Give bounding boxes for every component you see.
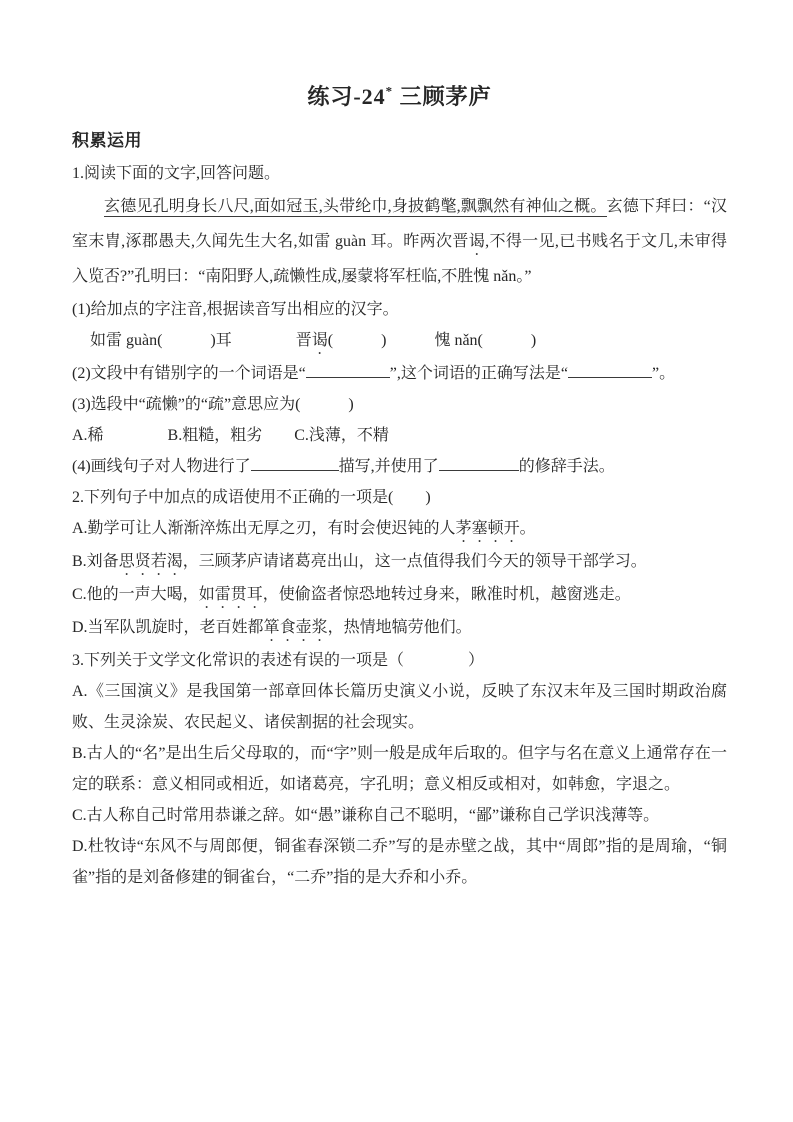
- q1-sub3-options: A.稀 B.粗糙，粗劣 C.浅薄，不精: [72, 427, 389, 444]
- q2-option-d: [72, 612, 727, 645]
- passage-text: 玄德下拜曰：“汉室末胄,涿郡愚夫,久闻先生大名,如雷 guàn 耳。昨两次晋: [72, 198, 727, 250]
- q2-option-c-end: ，使偷盗者惊恐地转过身来，瞅准时机，越窗逃走。: [262, 586, 631, 603]
- title-suffix: 三顾茅庐: [393, 84, 492, 109]
- answer-blank: [439, 456, 519, 471]
- pinyin-item-guan: 如雷 guàn( )耳 晋: [90, 332, 312, 349]
- q2-option-a-end: 。: [519, 520, 536, 537]
- q1-sub1-items: [72, 325, 727, 358]
- q3-option-a: A.《三国演义》是我国第一部章回体长篇历史演义小说，反映了东汉末年及三国时期政治腐败、生灵涂炭、农民起义、诸侯割据的社会现实。: [72, 683, 727, 731]
- q1-sub3-label: (3)选段中“疏懒”的“疏”意思应为( ): [72, 396, 354, 413]
- passage-text-end: ,不得一见,已书贱名于文几,未审得入览否?”孔明曰：“南阳野人,疏懒性成,屡蒙将军枉临,不胜愧 nǎn。”: [72, 233, 727, 285]
- q2-option-b-end: ，三顾茅庐请诸葛亮出山，这一点值得我们今天的领导干部学习。: [182, 553, 647, 570]
- pinyin-item-nan: ( ) 愧 nǎn( ): [327, 332, 537, 349]
- q3-option-d: D.杜牧诗“东风不与周郎便，铜雀春深锁二乔”写的是赤壁之战，其中“周郎”指的是周瑜，“铜雀”指的是刘备修建的铜雀台，“二乔”指的是大乔和小乔。: [72, 838, 727, 886]
- q2-option-c: [72, 579, 727, 612]
- q1-sub4-text1: (4)画线句子对人物进行了: [72, 458, 251, 475]
- q1-sub4-text2: 描写,并使用了: [338, 458, 439, 475]
- page-title: [72, 82, 727, 112]
- q2-option-d-text: D.当军队凯旋时，老百姓都: [72, 619, 264, 636]
- section-header: 积累运用: [72, 131, 142, 150]
- q3-option-c: C.古人称自己时常用恭谦之辞。如“愚”谦称自己不聪明，“鄙”谦称自己学识浅薄等。: [72, 807, 660, 824]
- dotted-idiom-c: 如雷贯耳: [198, 586, 263, 603]
- underlined-sentence: 玄德见孔明身长八尺,面如冠玉,头带纶巾,身披鹤氅,飘飘然有神仙之概。: [104, 198, 607, 215]
- q1-sub4: [72, 451, 727, 482]
- answer-blank: [306, 363, 390, 378]
- q1-sub2: [72, 358, 727, 389]
- q1-sub2-text3: ”。: [651, 365, 676, 382]
- q2-option-a: [72, 513, 727, 546]
- q3-option-b: B.古人的“名”是出生后父母取的，而“字”则一般是成年后取的。但字与名在意义上通常存在一定的联系：意义相同或相近，如诸葛亮，字孔明；意义相反或相对，如韩愈，字退之。: [72, 745, 727, 793]
- q1-sub2-text1: (2)文段中有错别字的一个词语是“: [72, 365, 306, 382]
- q2-stem: 2.下列句子中加点的成语使用不正确的一项是( ): [72, 489, 431, 506]
- title-prefix: 练习-24: [307, 84, 386, 109]
- title-asterisk: *: [385, 83, 394, 99]
- q1-stem: 1.阅读下面的文字,回答问题。: [72, 165, 281, 182]
- q3-stem: 3.下列关于文学文化常识的表述有误的一项是（ ）: [72, 652, 485, 669]
- q1-sub4-text3: 的修辞手法。: [518, 458, 615, 475]
- dotted-idiom-b: 思贤若渴: [118, 553, 183, 570]
- dotted-idiom-d: 箪食壶浆: [263, 619, 328, 636]
- q2-option-d-end: ，热情地犒劳他们。: [327, 619, 472, 636]
- answer-blank: [251, 456, 339, 471]
- answer-blank: [568, 363, 652, 378]
- q2-option-a-text: A.勤学可让人渐渐淬炼出无厚之刃，有时会使迟钝的人: [72, 520, 456, 537]
- dotted-char-ye-2: 谒: [311, 332, 328, 349]
- q1-sub2-text2: ”,这个词语的正确写法是“: [389, 365, 568, 382]
- q2-option-b: [72, 546, 727, 579]
- q2-option-b-text: B.刘备: [72, 553, 119, 570]
- dotted-idiom-a: 茅塞顿开: [455, 520, 520, 537]
- dotted-char-ye: 谒: [468, 233, 486, 250]
- q2-option-c-text: C.他的一声大喝，: [72, 586, 199, 603]
- q1-sub1-label: (1)给加点的字注音,根据读音写出相应的汉字。: [72, 301, 399, 318]
- q1-passage: [72, 189, 727, 294]
